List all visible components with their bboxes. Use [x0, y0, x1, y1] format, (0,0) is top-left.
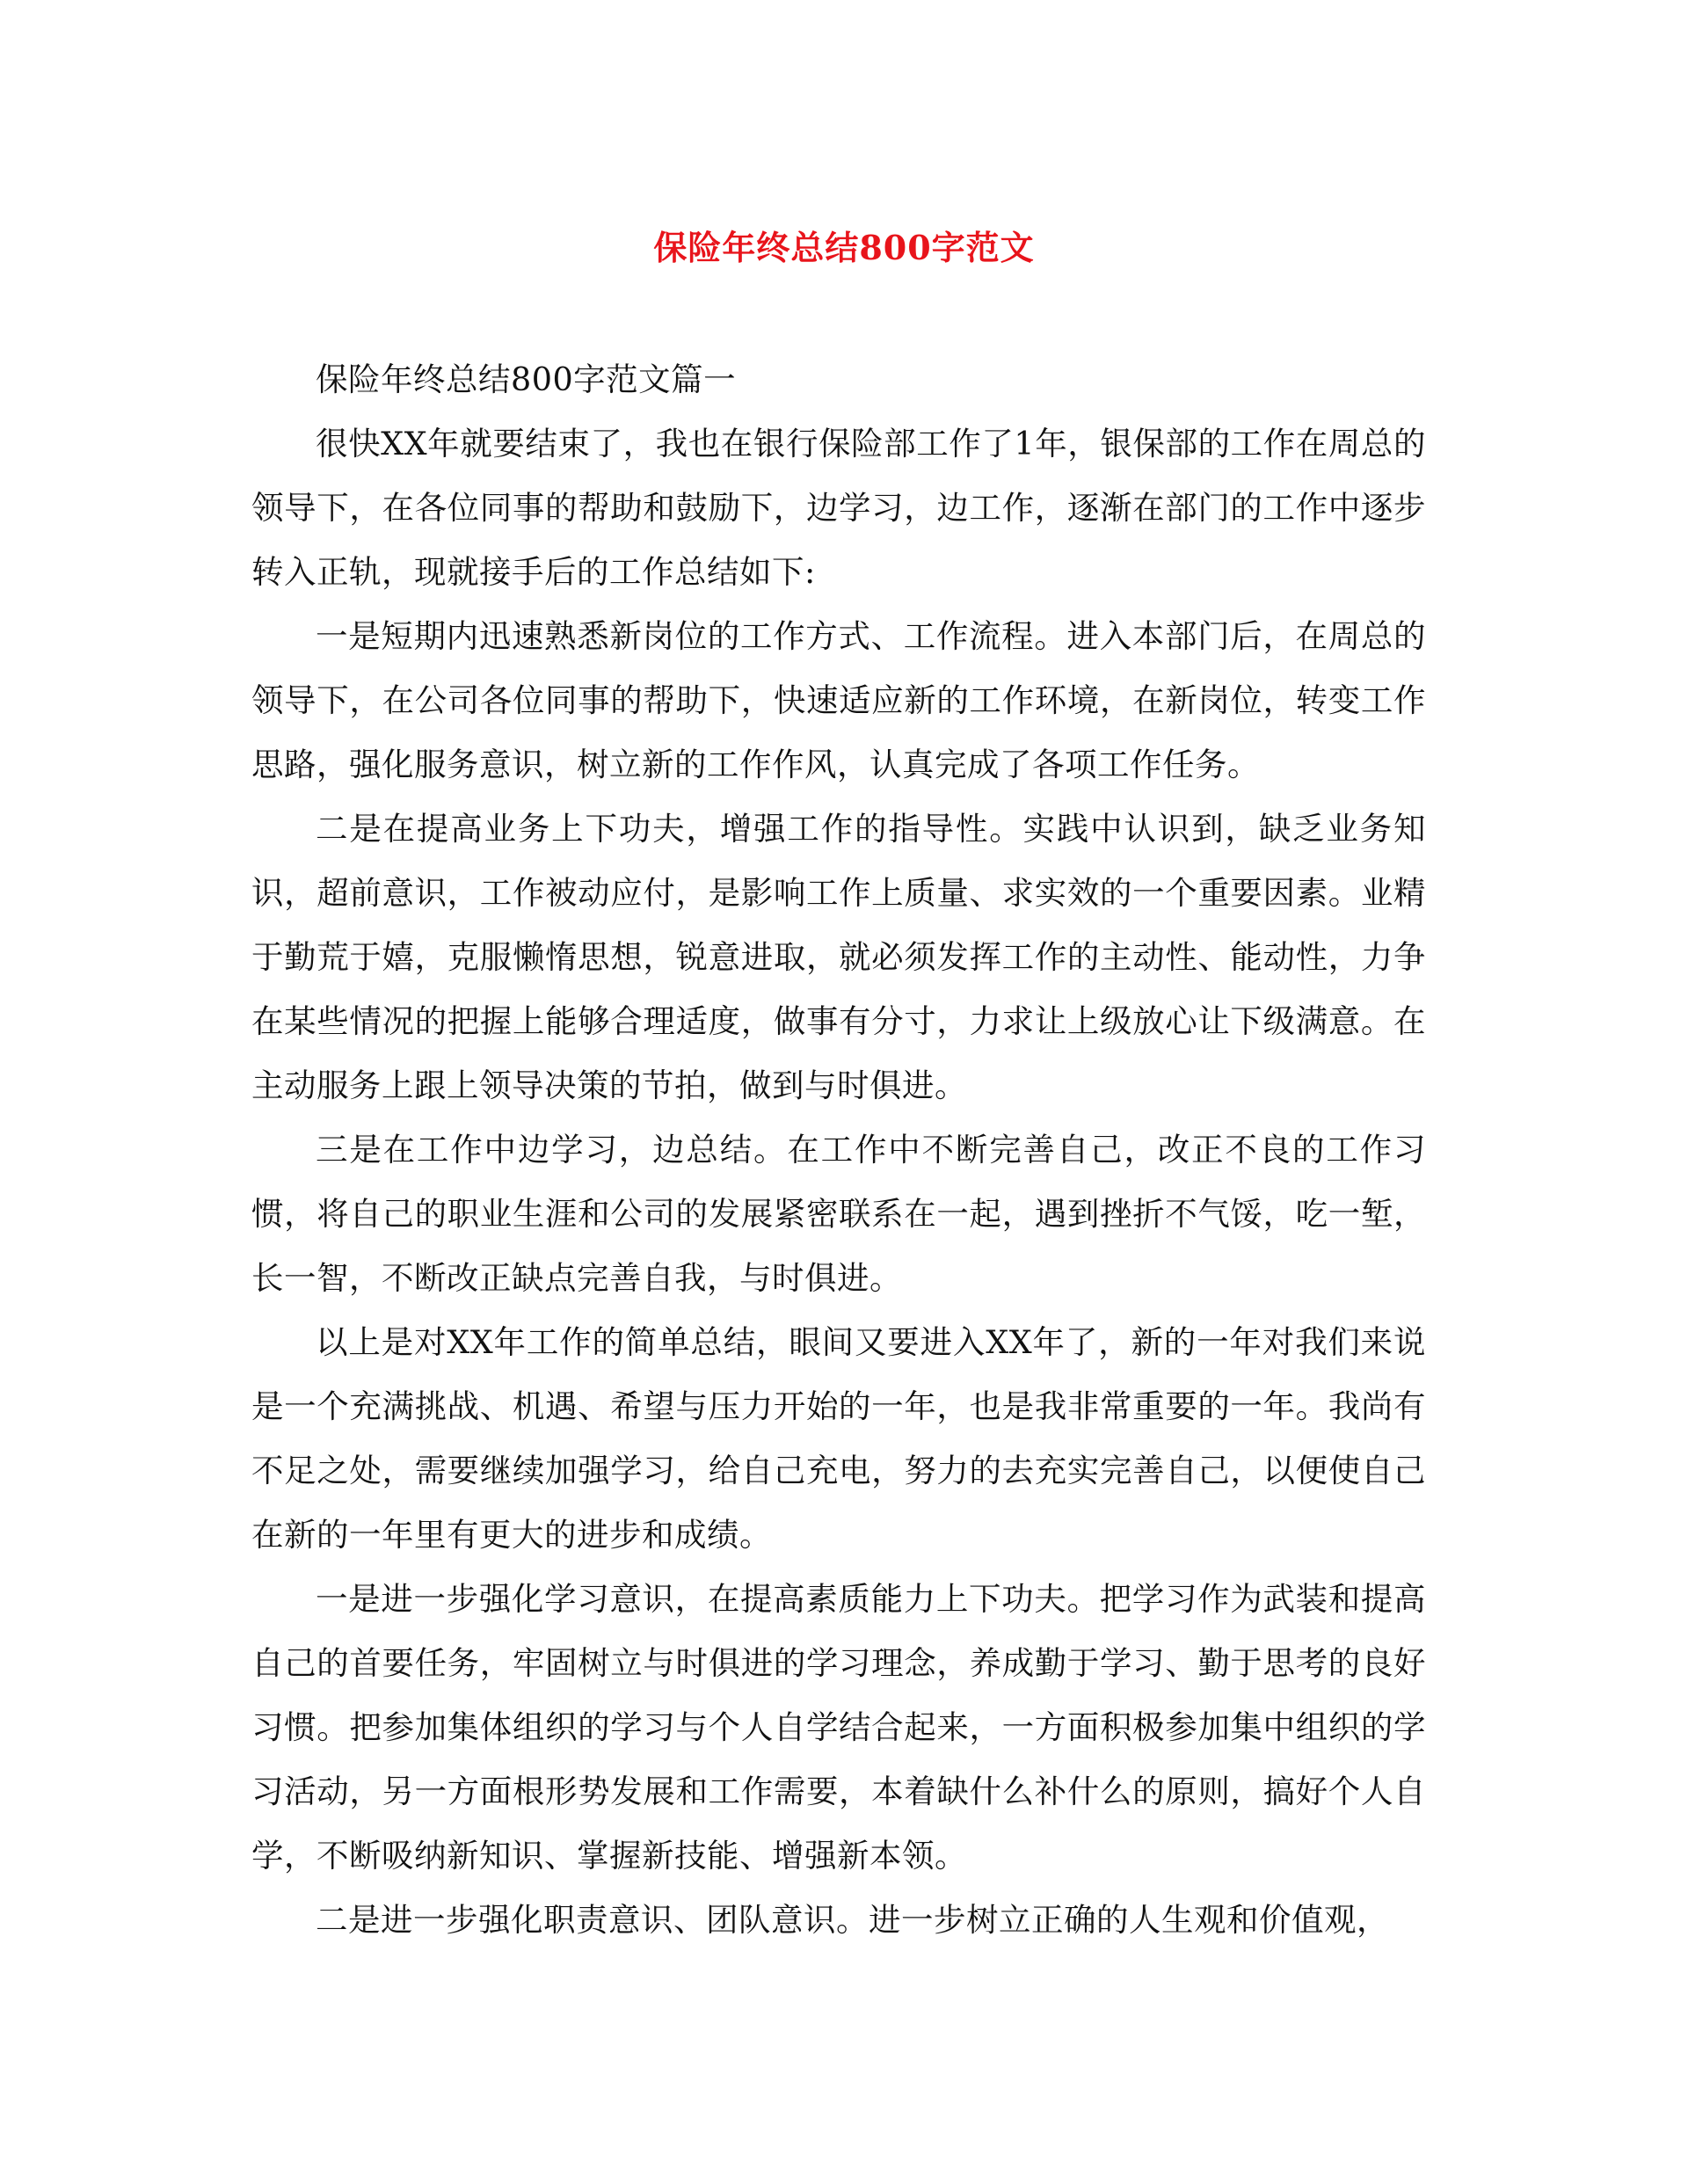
paragraph: 二是进一步强化职责意识、团队意识。进一步树立正确的人生观和价值观， — [316, 1901, 1389, 1939]
paragraph: 一是短期内迅速熟悉新岗位的工作方式、工作流程。进入本部门后，在周总的领导下，在公司各位同事的帮助下，快速适应新的工作环境，在新岗位，转变工作思路，强化服务意识，树立新的工作作风，认真完成了各项工作任务。 — [251, 617, 1426, 783]
paragraph: 二是在提高业务上下功夫，增强工作的指导性。实践中认识到，缺乏业务知识，超前意识，工作被动应付，是影响工作上质量、求实效的一个重要因素。业精于勤荒于嬉，克服懒惰思想，锐意进取，就必须发挥工作的主动性、能动性，力争在某些情况的把握上能够合理适度，做事有分寸，力求让上级放心让下级满意。在主动服务上跟上领导决策的节拍，做到与时俱进。 — [251, 810, 1426, 1104]
paragraph: 三是在工作中边学习，边总结。在工作中不断完善自己，改正不良的工作习惯，将自己的职业生涯和公司的发展紧密联系在一起，遇到挫折不气馁，吃一堑，长一智，不断改正缺点完善自我，与时俱进。 — [251, 1131, 1426, 1297]
document-body — [251, 347, 1426, 1952]
paragraph: 一是进一步强化学习意识，在提高素质能力上下功夫。把学习作为武装和提高自己的首要任务，牢固树立与时俱进的学习理念，养成勤于学习、勤于思考的良好习惯。把参加集体组织的学习与个人自学结合起来，一方面积极参加集中组织的学习活动，另一方面根形势发展和工作需要，本着缺什么补什么的原则，搞好个人自学，不断吸纳新知识、掌握新技能、增强新本领。 — [251, 1580, 1426, 1875]
paragraph-heading: 保险年终总结800字范文篇一 — [316, 360, 737, 398]
paragraph: 很快XX年就要结束了，我也在银行保险部工作了1年，银保部的工作在周总的领导下，在各位同事的帮助和鼓励下，边学习，边工作，逐渐在部门的工作中逐步转入正轨，现就接手后的工作总结如下: — [251, 425, 1426, 591]
document-title: 保险年终总结800字范文 — [653, 228, 1035, 267]
paragraph: 以上是对XX年工作的简单总结，眼间又要进入XX年了，新的一年对我们来说是一个充满挑战、机遇、希望与压力开始的一年，也是我非常重要的一年。我尚有不足之处，需要继续加强学习，给自己充电，努力的去充实完善自己，以便使自己在新的一年里有更大的进步和成绩。 — [251, 1323, 1426, 1554]
